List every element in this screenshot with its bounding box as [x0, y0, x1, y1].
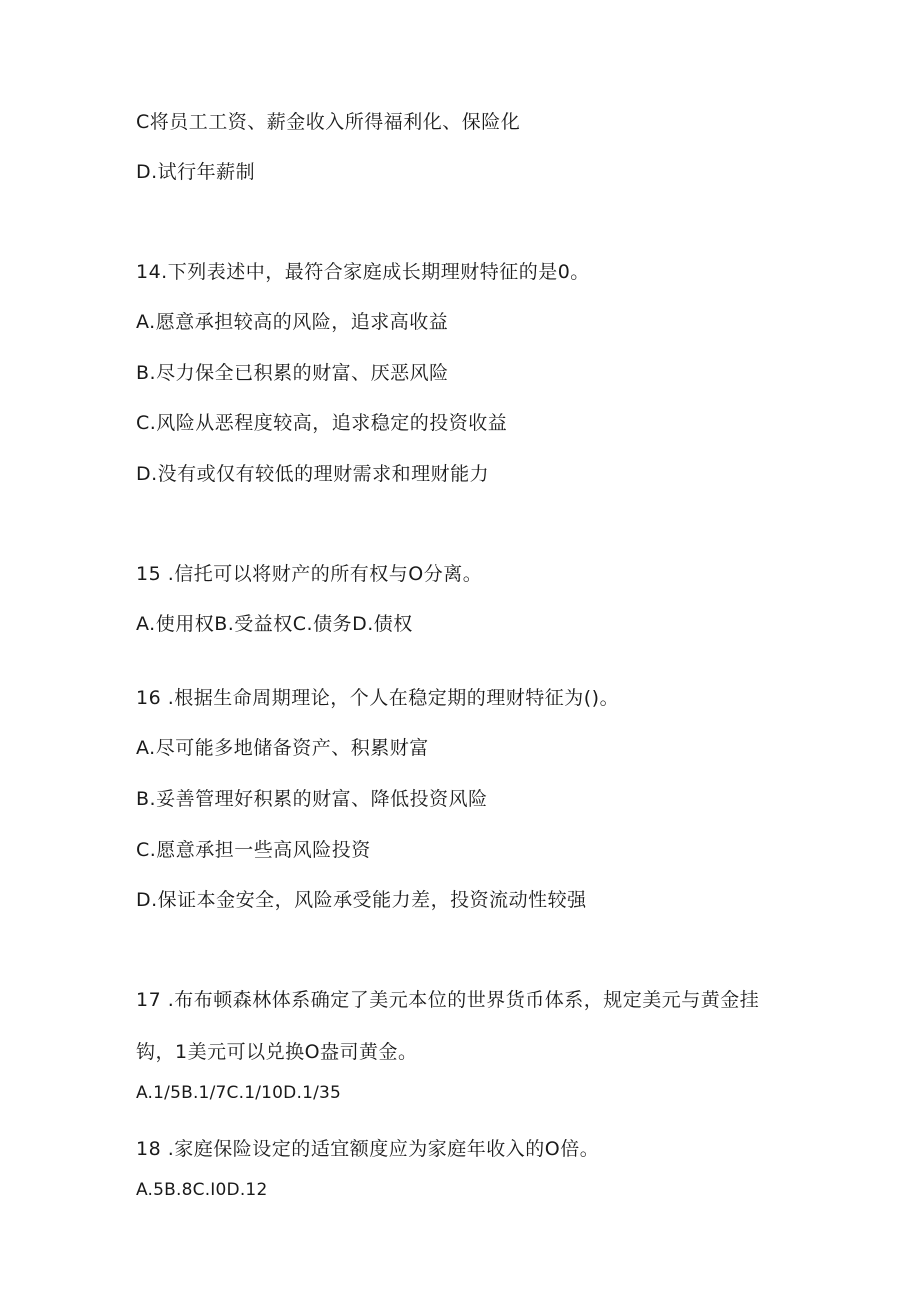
option-c-q13: C将员工工资、薪金收入所得福利化、保险化 [136, 111, 521, 133]
option-a-q16: A.尽可能多地储备资产、积累财富 [136, 737, 429, 759]
question-16: 16 .根据生命周期理论，个人在稳定期的理财特征为()。 [136, 687, 620, 709]
question-17-line-1: 17 .布布顿森林体系确定了美元本位的世界货币体系，规定美元与黄金挂 [136, 989, 760, 1011]
options-q17: A.1/5B.1/7C.1/10D.1/35 [136, 1083, 342, 1103]
option-d-q14: D.没有或仅有较低的理财需求和理财能力 [136, 463, 490, 485]
options-q15: A.使用权B.受益权C.债务D.债权 [136, 613, 413, 635]
options-q18: A.5B.8C.I0D.12 [136, 1180, 268, 1200]
option-d-q13: D.试行年薪制 [136, 161, 256, 183]
question-14: 14.下列表述中，最符合家庭成长期理财特征的是0。 [136, 261, 590, 283]
option-d-q16: D.保证本金安全，风险承受能力差，投资流动性较强 [136, 889, 587, 911]
question-18: 18 .家庭保险设定的适宜额度应为家庭年收入的O倍。 [136, 1138, 600, 1160]
option-c-q16: C.愿意承担一些高风险投资 [136, 839, 371, 861]
option-a-q14: A.愿意承担较高的风险，追求高收益 [136, 311, 449, 333]
option-b-q16: B.妥善管理好积累的财富、降低投资风险 [136, 788, 488, 810]
question-17-line-2: 钩，1美元可以兑换O盎司黄金。 [136, 1041, 418, 1063]
option-c-q14: C.风险从恶程度较高，追求稳定的投资收益 [136, 412, 508, 434]
question-15: 15 .信托可以将财产的所有权与O分离。 [136, 563, 483, 585]
option-b-q14: B.尽力保全已积累的财富、厌恶风险 [136, 362, 449, 384]
